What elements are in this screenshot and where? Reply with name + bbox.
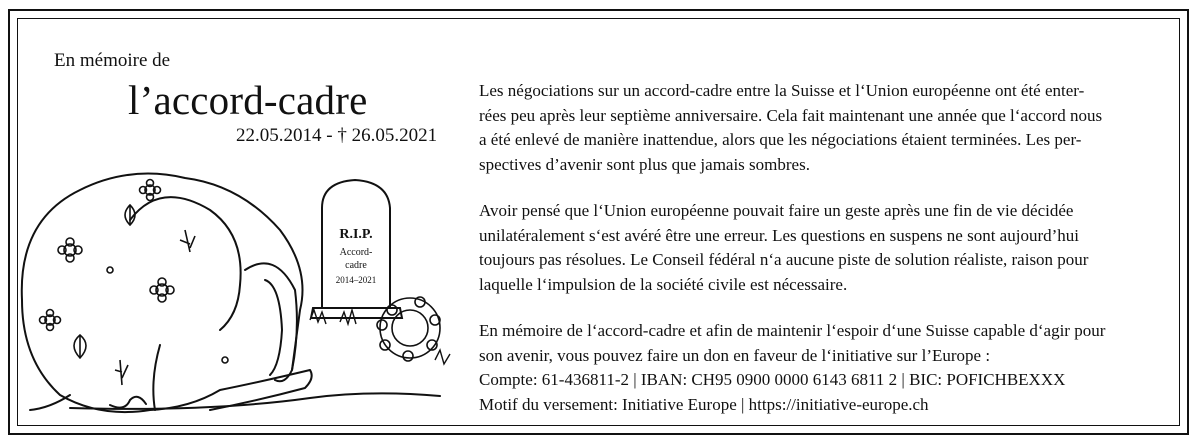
elephant-tail [110,397,146,408]
flower-patterns [40,180,229,386]
page-title: l’accord-cadre [128,77,368,123]
tombstone-line2: cadre [345,260,367,271]
paragraph-negotiations: Les négociations sur un accord-cadre entre la Suisse et l‘Union européenne ont été enter- rées peu après leur septième anniversaire. Cela fait maintenant une année que l‘accord nous a été enlevé de manière inattendue, alors que les négociations étaient terminées. Les per- spectives d’avenir sont plus que jamais sombres. [479,81,1103,174]
tombstone-rip: R.I.P. [339,227,373,242]
paragraph-union: Avoir pensé que l‘Union européenne pouvait faire un geste après une fin de vie décidée unilatéralement s‘est avéré être une erreur. Les questions en suspens ne sont aujourd’hui toujours pas résolues. Le Conseil fédéral n‘a aucune piste de solution réaliste, raison pour laquelle l‘impulsion de la société civile est nécessaire. [479,201,1089,294]
bank-details: Compte: 61-436811-2 | IBAN: CH95 0900 0000 6143 6811 2 | BIC: POFICHBEXXX [479,370,1066,389]
elephant-back [22,174,303,370]
elephant-tombstone-illustration [10,160,460,425]
paragraph-donation: En mémoire de l‘accord-cadre et afin de maintenir l‘espoir d‘une Suisse capable d‘agir pour son avenir, vous pouvez faire un don en faveur de l‘initiative sur l’Europe : Compte: 61-436811-2 | IBAN: CH95 0900 0000 6143 6811 2 | BIC: POFICHBEXXX Motif du versement: Initiative Europe | https://initiative-europe.ch [479,319,1169,417]
tombstone-years: 2014–2021 [335,275,377,285]
payment-reference: Motif du versement: Initiative Europe | https://initiative-europe.ch [479,394,929,414]
elephant-ear [130,197,241,330]
tombstone-line1: Accord- [339,247,373,258]
elephant-front-leg [150,370,312,410]
memorial-body [479,79,1169,417]
memoire-label: En mémoire de [54,50,171,71]
dates-label: 22.05.2014 - † 26.05.2021 [236,125,438,146]
elephant-trunk [245,263,297,381]
